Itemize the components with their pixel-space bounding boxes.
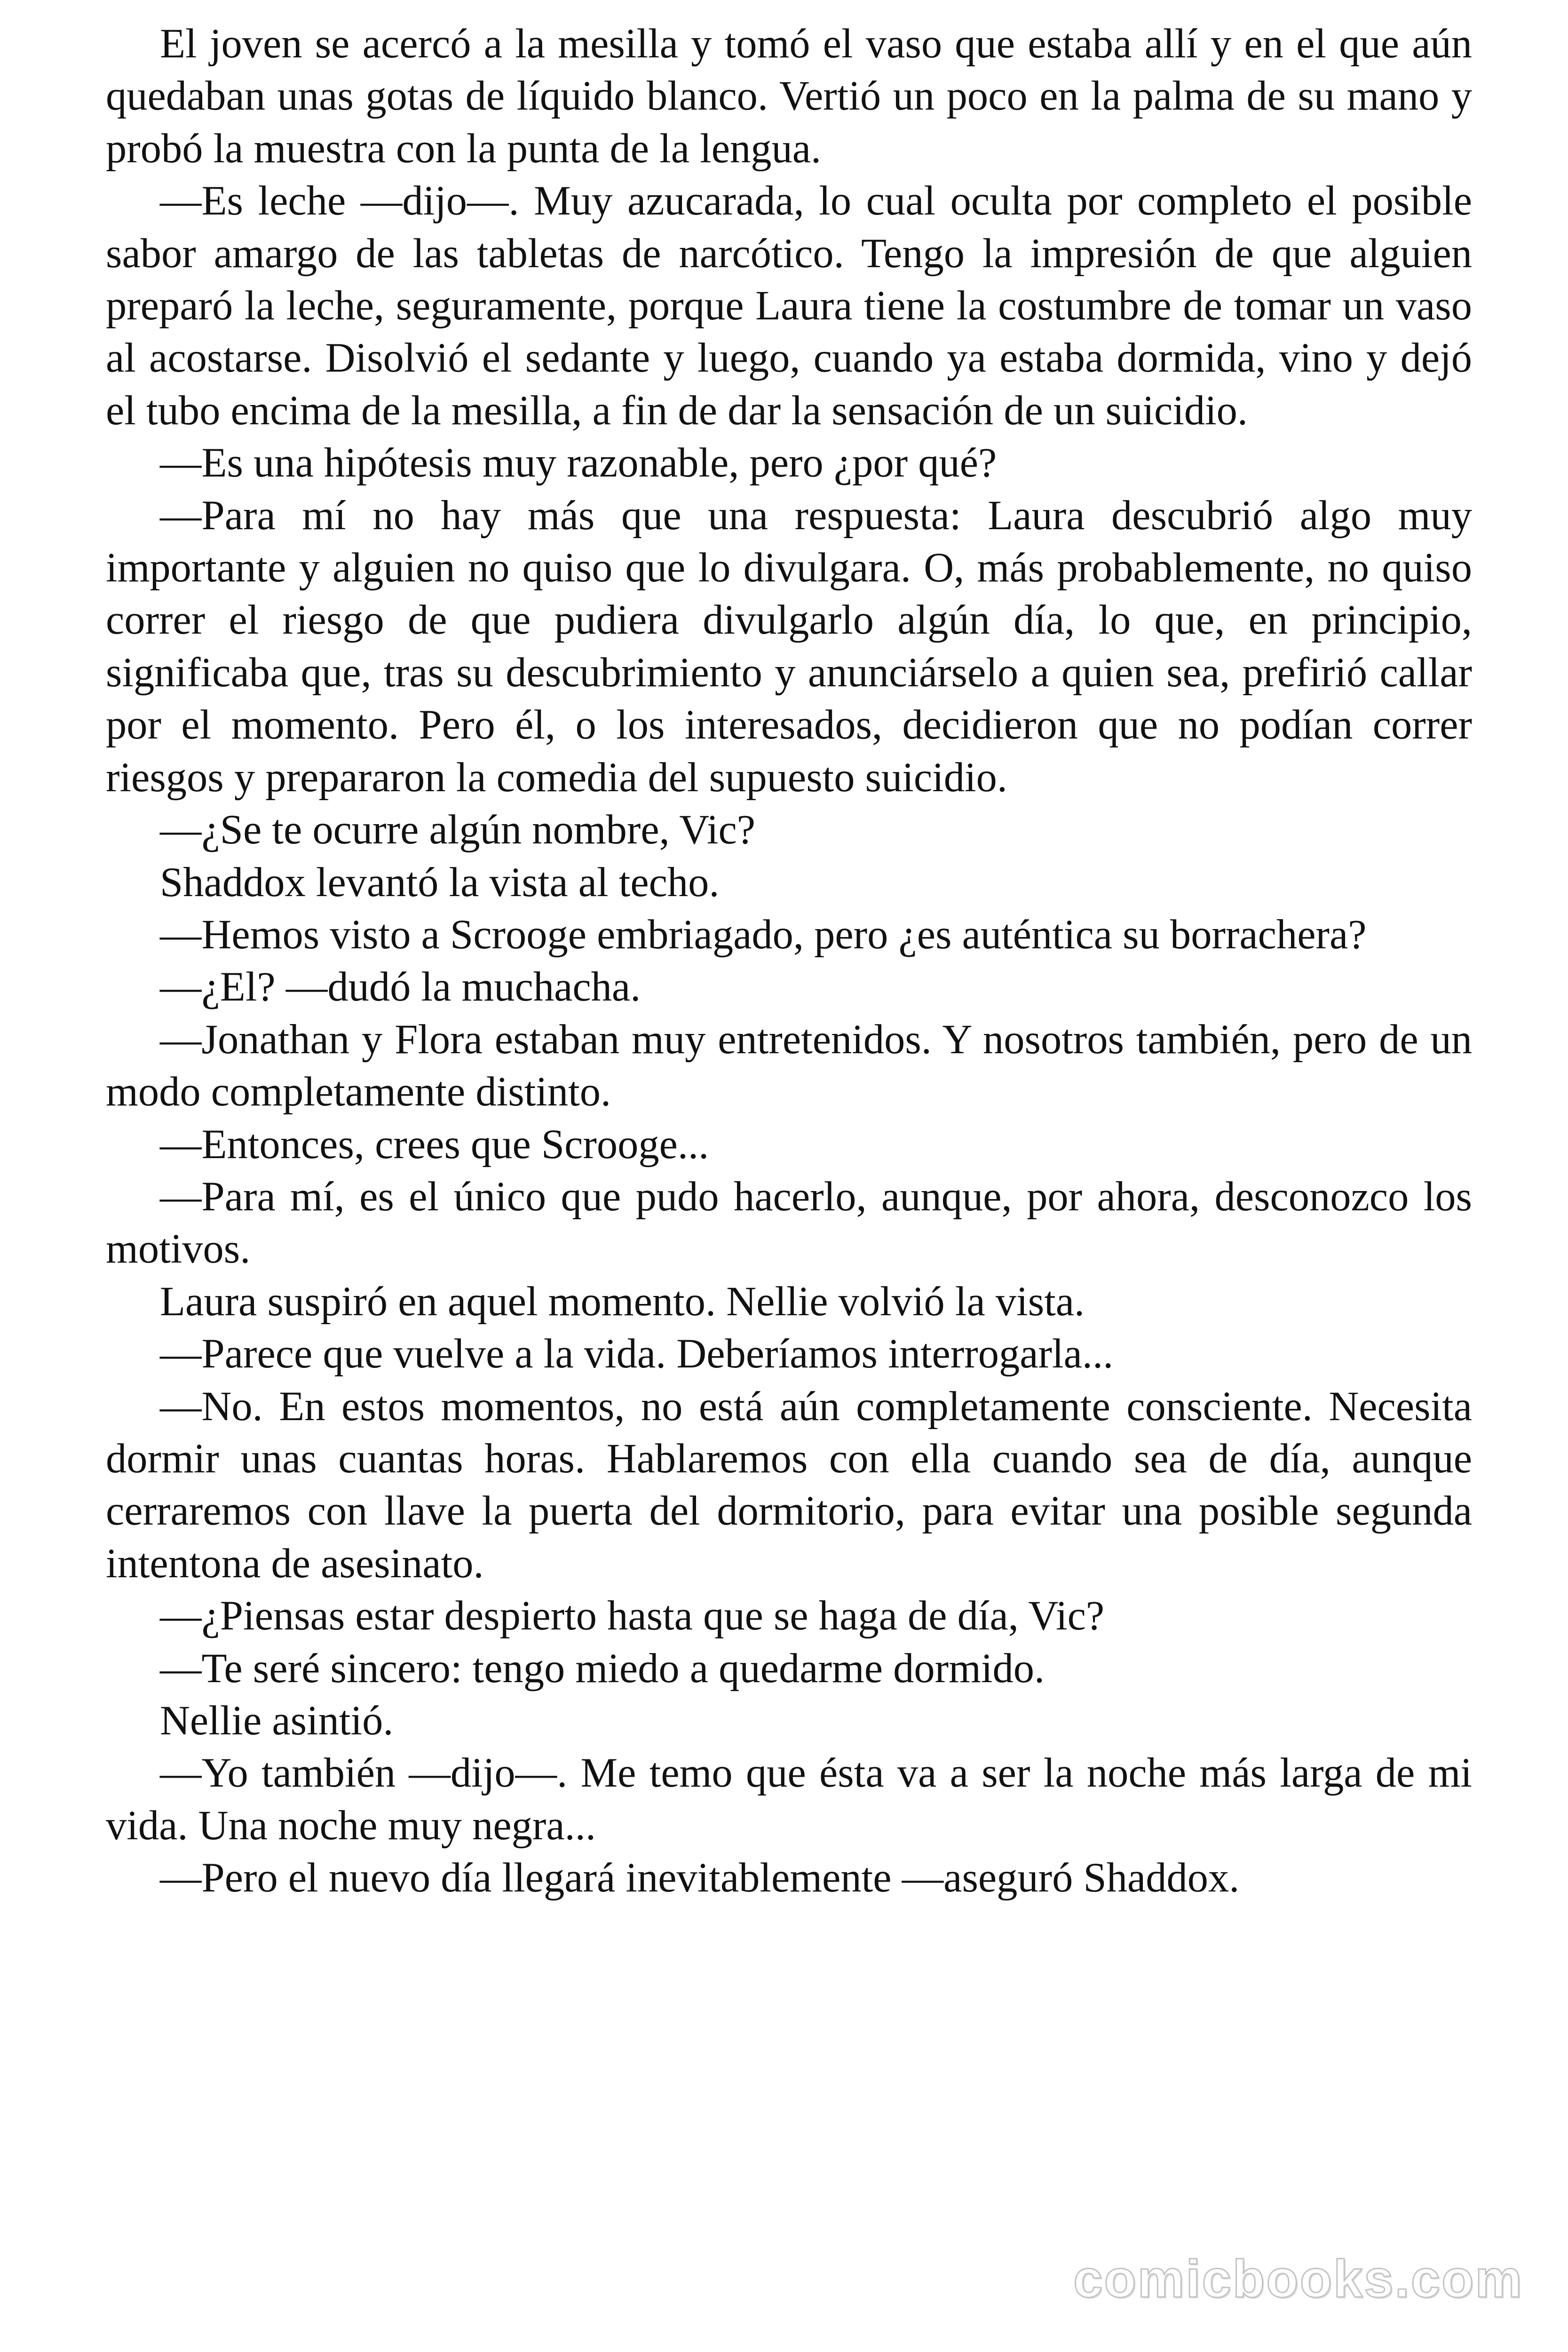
paragraph: Laura suspiró en aquel momento. Nellie volvió la vista. bbox=[160, 1278, 1085, 1325]
paragraph: —Para mí, es el único que pudo hacerlo, aunque, por ahora, desconozco los motivos. bbox=[106, 1173, 1472, 1272]
paragraph: Nellie asintió. bbox=[160, 1698, 394, 1744]
paragraph: —Yo también —dijo—. Me temo que ésta va a ser la noche más larga de mi vida. Una noche muy negra... bbox=[106, 1750, 1472, 1849]
paragraph: —¿Se te ocurre algún nombre, Vic? bbox=[160, 807, 756, 853]
paragraph: El joven se acercó a la mesilla y tomó el vaso que estaba allí y en el que aún quedaban unas gotas de líquido blanco. Vertió un poco en la palma de su mano y probó la muestra con la punta de la lengua. bbox=[106, 21, 1472, 172]
paragraph: —Para mí no hay más que una respuesta: Laura descubrió algo muy importante y alguien no quiso que lo divulgara. O, más probablemente, no quiso correr el riesgo de que pudiera divulgarlo algún día, lo que, en principio, significaba que, tras su descubrimiento y anunciárselo a quien sea, prefirió callar por el momento. Pero él, o los interesados, decidieron que no podían correr riesgos y prepararon la comedia del supuesto suicidio. bbox=[106, 492, 1472, 801]
paragraph: —¿El? —dudó la muchacha. bbox=[160, 964, 641, 1010]
paragraph: —¿Piensas estar despierto hasta que se haga de día, Vic? bbox=[160, 1593, 1105, 1639]
watermark: comicbooks.com bbox=[1073, 2249, 1523, 2308]
paragraph: —Hemos visto a Scrooge embriagado, pero ¿es auténtica su borrachera? bbox=[160, 911, 1367, 958]
paragraph: —Es una hipótesis muy razonable, pero ¿por qué? bbox=[160, 440, 997, 486]
page-text bbox=[106, 18, 1472, 1905]
paragraph: —Es leche —dijo—. Muy azucarada, lo cual oculta por completo el posible sabor amargo de las tabletas de narcótico. Tengo la impresión de que alguien preparó la leche, seguramente, porque Laura tiene la costumbre de tomar un vaso al acostarse. Disolvió el sedante y luego, cuando ya estaba dormida, vino y dejó el tubo encima de la mesilla, a fin de dar la sensación de un suicidio. bbox=[106, 178, 1472, 434]
paragraph: —Pero el nuevo día llegará inevitablemente —aseguró Shaddox. bbox=[160, 1855, 1240, 1901]
paragraph: —Jonathan y Flora estaban muy entretenidos. Y nosotros también, pero de un modo completamente distinto. bbox=[106, 1016, 1472, 1115]
paragraph: —Te seré sincero: tengo miedo a quedarme dormido. bbox=[160, 1645, 1045, 1692]
paragraph: —Entonces, crees que Scrooge... bbox=[160, 1121, 709, 1168]
paragraph: —Parece que vuelve a la vida. Deberíamos interrogarla... bbox=[160, 1331, 1114, 1377]
paragraph: Shaddox levantó la vista al techo. bbox=[160, 859, 720, 906]
paragraph: —No. En estos momentos, no está aún completamente consciente. Necesita dormir unas cuantas horas. Hablaremos con ella cuando sea de día, aunque cerraremos con llave la puerta del dormitorio, para evitar una posible segunda intentona de asesinato. bbox=[106, 1383, 1472, 1587]
